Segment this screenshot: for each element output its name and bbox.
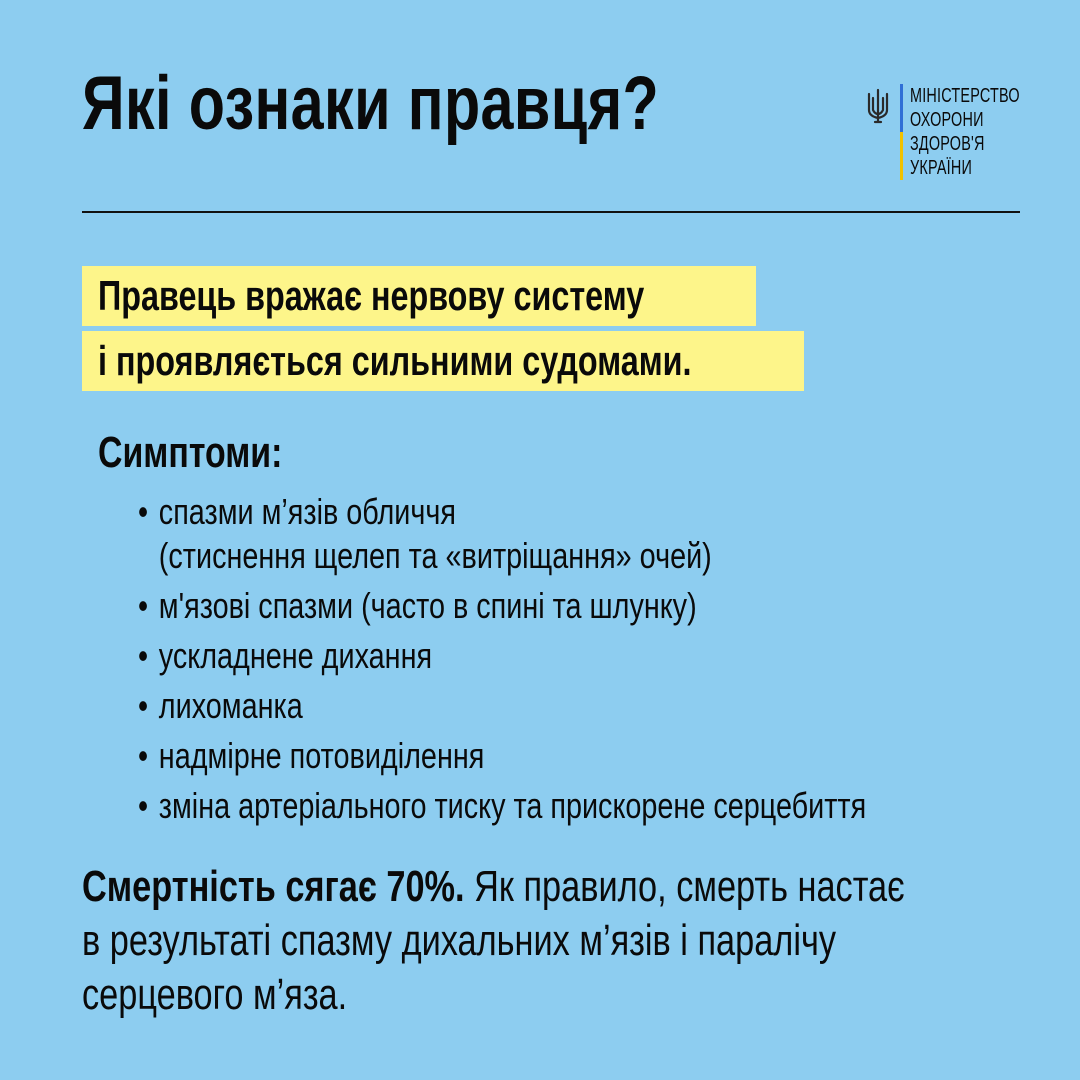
- ministry-logo: [866, 84, 1063, 180]
- logo-line: МІНІСТЕРСТВО: [910, 85, 1020, 107]
- mortality-paragraph: [82, 860, 905, 1022]
- highlight-text: і проявляється сильними судомами.: [98, 337, 692, 384]
- symptom-subtext: (стиснення щелеп та «витріщання» очей): [158, 535, 712, 576]
- mortality-bold: Смертність сягає 70%.: [82, 862, 465, 911]
- symptom-text: м'язові спазми (часто в спині та шлунку): [158, 585, 697, 626]
- highlight-box: [82, 266, 756, 326]
- symptoms-heading: Симптоми:: [98, 428, 283, 477]
- symptoms-list: [138, 490, 866, 834]
- list-item: [138, 734, 866, 778]
- footer-line: серцевого м’яза.: [82, 970, 348, 1019]
- logo-text: [910, 84, 1020, 180]
- footer-line: [82, 860, 905, 914]
- highlight-box: [82, 331, 804, 391]
- highlight-text: Правець вражає нервову систему: [98, 272, 645, 319]
- bullet-icon: •: [138, 685, 149, 726]
- bullet-icon: •: [138, 635, 149, 676]
- bullet-icon: •: [138, 585, 149, 626]
- page-title: Які ознаки правця?: [82, 61, 660, 146]
- logo-line: ЗДОРОВ'Я: [910, 133, 985, 155]
- bullet-icon: •: [138, 735, 149, 776]
- list-item: [138, 490, 866, 578]
- header-divider: [82, 211, 1020, 213]
- list-item: [138, 634, 866, 678]
- symptom-text: лихоманка: [158, 685, 303, 726]
- logo-line: УКРАЇНИ: [910, 157, 973, 179]
- list-item: [138, 584, 866, 628]
- symptom-text: спазми м’язів обличчя: [158, 491, 457, 532]
- symptom-text: ускладнене дихання: [158, 635, 433, 676]
- logo-line: ОХОРОНИ: [910, 109, 984, 131]
- trident-icon: [866, 88, 890, 124]
- symptom-text: надмірне потовиділення: [158, 735, 485, 776]
- list-item: [138, 784, 866, 828]
- footer-line: в результаті спазму дихальних м’язів і паралічу: [82, 916, 836, 965]
- list-item: [138, 684, 866, 728]
- logo-color-bar: [900, 84, 903, 180]
- bullet-icon: •: [138, 491, 149, 532]
- bullet-icon: •: [138, 785, 149, 826]
- symptom-text: зміна артеріального тиску та прискорене серцебиття: [158, 785, 867, 826]
- footer-text: Як правило, смерть настає: [464, 862, 905, 911]
